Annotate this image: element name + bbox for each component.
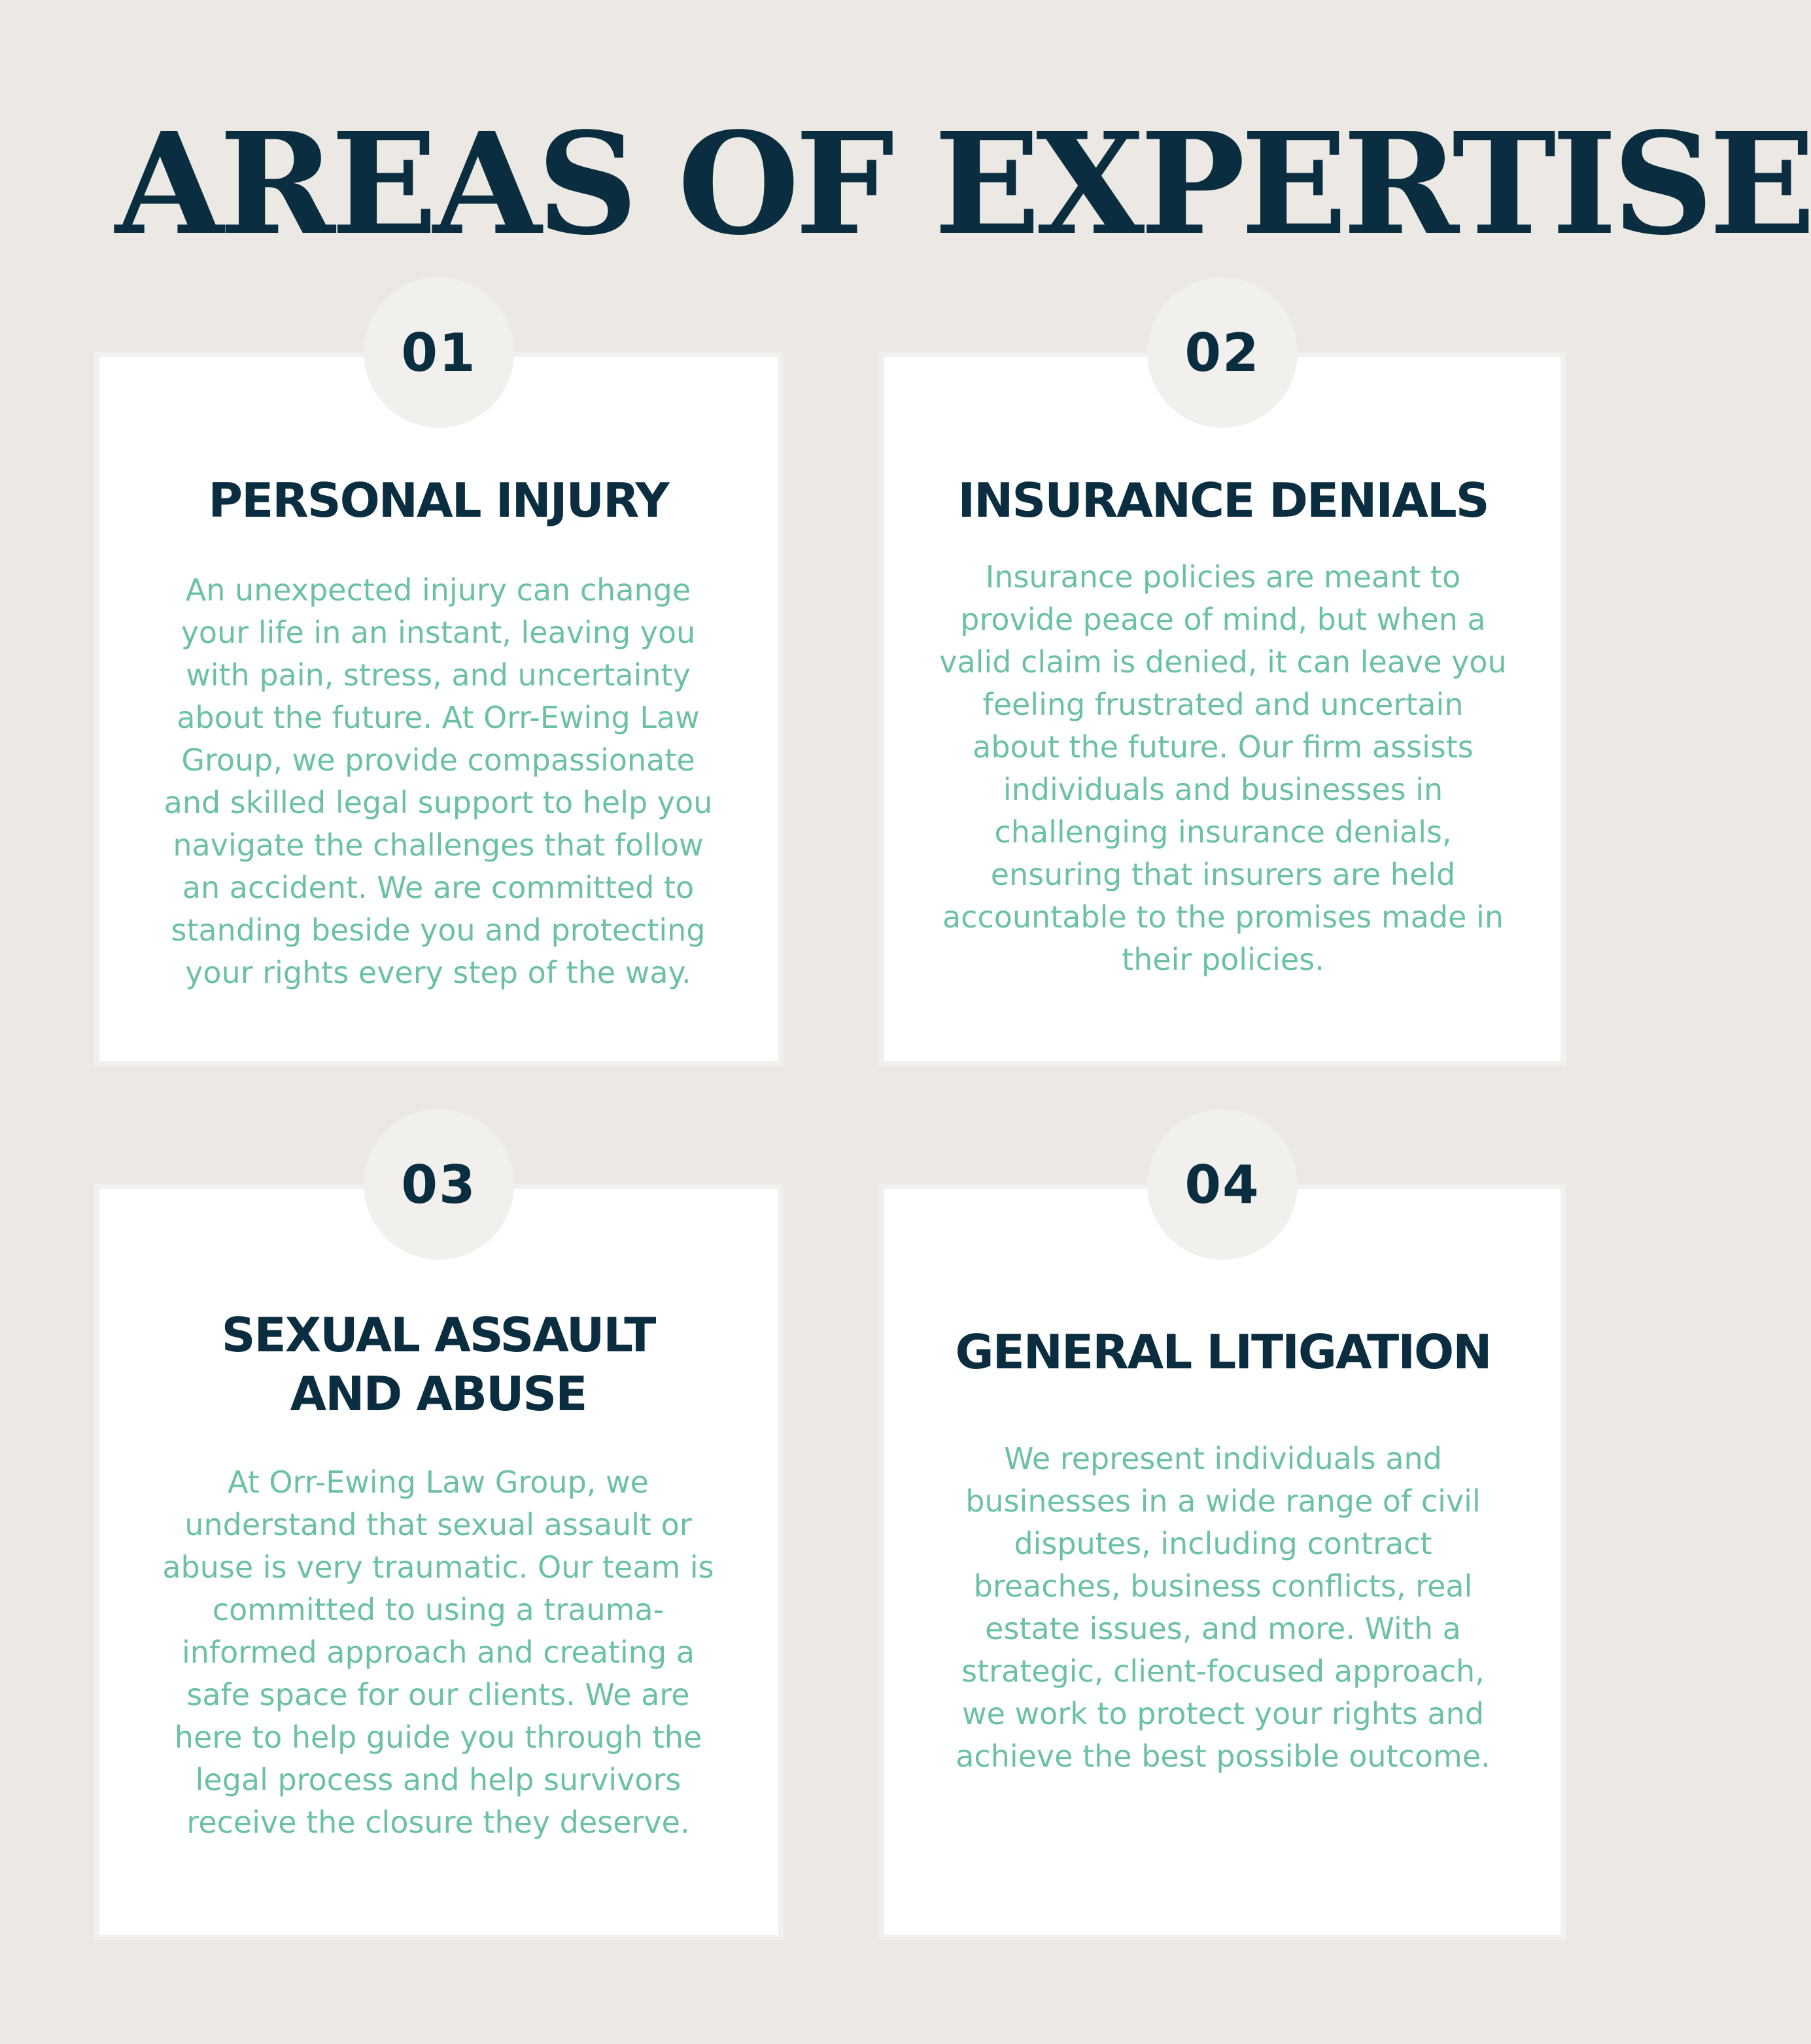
card-description: An unexpected injury can change your life in an instant, leaving you with pain, stress, and uncertainty about the future. At Orr-Ewing Law Group, we provide compassionate and skilled legal support to help you navigate the challenges that follow an accident. We are committed to standing beside you and protecting your rights every step of the way. <box>164 572 713 990</box>
card-number-badge: 02 <box>1147 277 1298 428</box>
card-description: We represent individuals and businesses in a wide range of civil disputes, including contract breaches, business conflicts, real estate issues, and more. With a strategic, client-focused approach, we work to protect your rights and achieve the best possible outcome. <box>956 1441 1491 1774</box>
card-number-badge: 01 <box>364 277 514 428</box>
card-description: At Orr-Ewing Law Group, we understand that sexual assault or abuse is very traumatic. Our team is committed to using a trauma-informed approach and creating a safe space for our clients. We are here to help guide you through the legal process and help survivors receive the closure they deserve. <box>162 1464 714 1840</box>
card-title: INSURANCE DENIALS <box>957 473 1489 528</box>
card-title: SEXUAL ASSAULT AND ABUSE <box>221 1308 655 1421</box>
card-number-badge: 04 <box>1147 1109 1298 1260</box>
card-number-badge: 03 <box>364 1109 514 1260</box>
card-title: GENERAL LITIGATION <box>955 1325 1491 1379</box>
page-title: AREAS OF EXPERTISE <box>115 102 1811 266</box>
card-description: Insurance policies are meant to provide peace of mind, but when a valid claim is denied, it can leave you feeling frustrated and uncertain about the future. Our firm assists individuals and businesses in challenging insurance denials, ensuring that insurers are held accountable to the promises made in their policies. <box>939 559 1507 977</box>
card-title: PERSONAL INJURY <box>208 473 668 528</box>
